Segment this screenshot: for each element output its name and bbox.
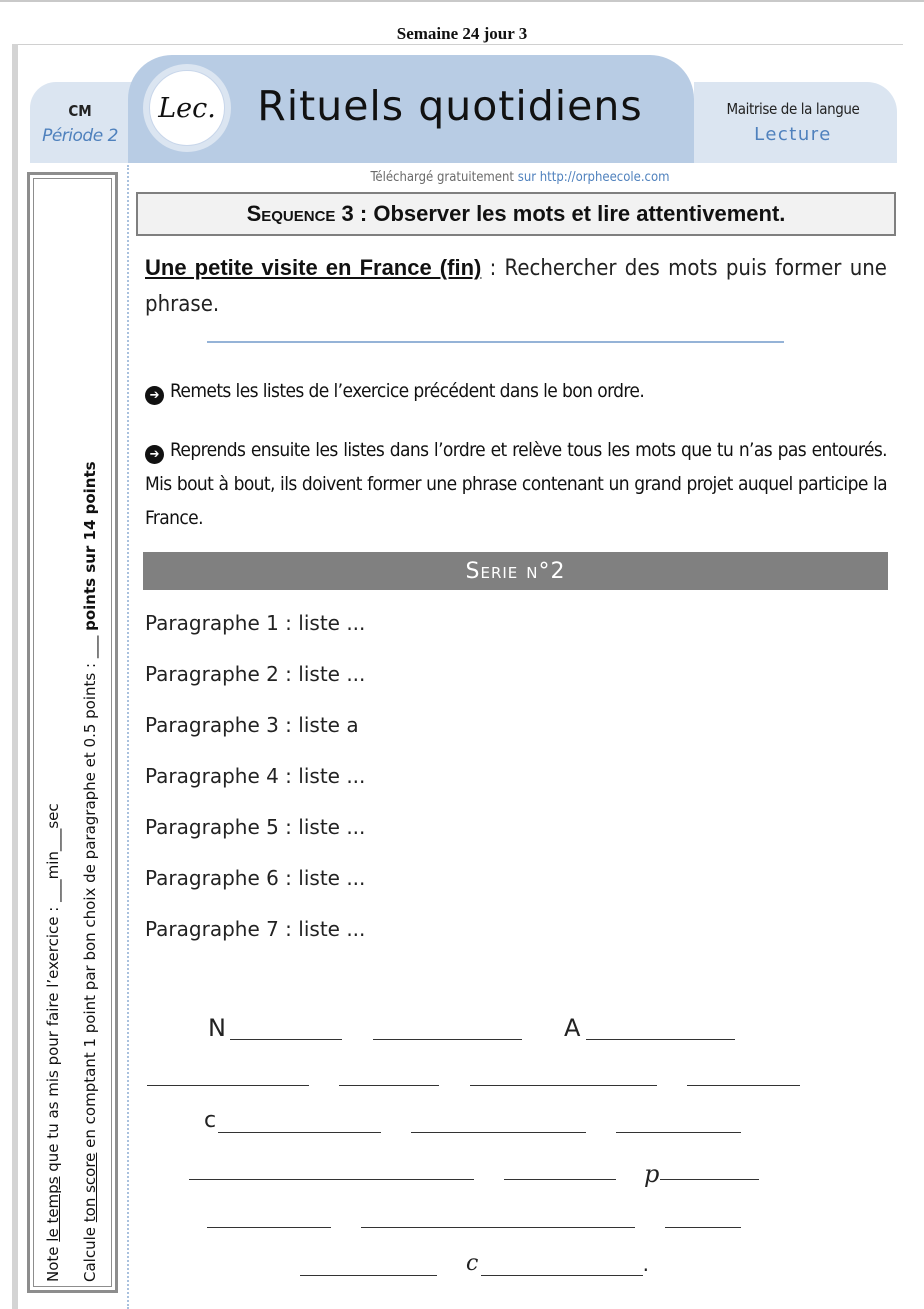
download-link[interactable]: http://orpheecole.com — [539, 170, 670, 185]
answer-blank[interactable] — [470, 1059, 657, 1086]
score-underlined: ton score — [81, 1152, 99, 1223]
sequence-separator: : — [353, 201, 374, 226]
answer-blank[interactable] — [644, 1153, 759, 1188]
answer-blank[interactable] — [204, 1106, 381, 1133]
final-period: . — [642, 1252, 649, 1276]
answer-blank[interactable] — [147, 1059, 309, 1086]
download-prefix: Téléchargé gratuitement — [370, 170, 514, 185]
answer-blank[interactable] — [411, 1106, 586, 1133]
logo-text: Lec. — [158, 92, 216, 124]
week-day-heading: Semaine 24 jour 3 — [396, 24, 528, 43]
answer-blank[interactable] — [373, 1013, 522, 1040]
hint-letter: c — [204, 1108, 217, 1133]
answer-blank[interactable] — [466, 1249, 649, 1276]
intro-text: : Rechercher des mots puis former une phrase. — [145, 256, 887, 317]
answer-blank[interactable] — [504, 1153, 616, 1180]
answer-blank[interactable] — [207, 1201, 331, 1228]
blank-row — [0, 1056, 924, 1086]
answer-blank[interactable] — [189, 1153, 474, 1180]
paragraph-item[interactable]: Paragraphe 2 : liste ... — [145, 662, 366, 686]
paragraph-item[interactable]: Paragraphe 4 : liste ... — [145, 764, 366, 788]
answer-blank[interactable] — [300, 1249, 437, 1276]
answer-blank[interactable] — [361, 1201, 635, 1228]
answer-blank[interactable] — [564, 1013, 735, 1042]
hint-letter: A — [564, 1014, 581, 1042]
hint-letter: c — [466, 1251, 479, 1276]
arrow-right-circle-icon: ➔ — [145, 445, 164, 464]
paragraph-item[interactable]: Paragraphe 7 : liste ... — [145, 917, 366, 941]
score-text: en comptant 1 point par bon choix de paragraphe et 0.5 points : ___ — [81, 630, 99, 1153]
level-label: CM — [68, 102, 92, 120]
hint-letter: p — [644, 1160, 660, 1188]
time-prefix: Note — [44, 1241, 62, 1282]
instruction-text: Remets les listes de l’exercice précédent dans le bon ordre. — [170, 380, 645, 402]
blank-row — [0, 1198, 924, 1228]
download-sur: sur — [517, 170, 537, 185]
answer-blank[interactable] — [665, 1201, 741, 1228]
arrow-right-circle-icon: ➔ — [145, 386, 164, 405]
paragraph-item[interactable]: Paragraphe 1 : liste ... — [145, 611, 366, 635]
page-title: Rituels quotidiens — [257, 82, 643, 130]
sequence-title: Observer les mots et lire attentivement. — [373, 201, 786, 226]
period-label: Période 2 — [42, 126, 118, 146]
blank-row — [0, 1010, 924, 1040]
hint-letter: N — [208, 1014, 226, 1042]
story-title: Une petite visite en France (fin) — [145, 255, 482, 280]
answer-blank[interactable] — [616, 1106, 741, 1133]
score-prefix: Calcule — [81, 1222, 99, 1282]
serie-title: Serie n°2 — [465, 558, 566, 584]
sequence-label: Sequence 3 — [246, 201, 354, 226]
paragraph-item[interactable]: Paragraphe 6 : liste ... — [145, 866, 366, 890]
instruction-text: Reprends ensuite les listes dans l’ordre et relève tous les mots que tu n’as pas entourés. Mis bout à bout, ils doivent former une phrase contenant un grand projet auquel participe la France. — [145, 439, 887, 529]
answer-blank[interactable] — [208, 1013, 342, 1042]
time-text: que tu as mis pour faire l’exercice : ___min___sec — [44, 803, 62, 1177]
subject-label: Maitrise de la langue — [726, 100, 860, 118]
answer-blank[interactable] — [687, 1059, 800, 1086]
paragraph-item[interactable]: Paragraphe 3 : liste a — [145, 713, 359, 737]
answer-blank[interactable] — [339, 1059, 439, 1086]
domain-label: Lecture — [754, 124, 832, 145]
blank-row — [0, 1103, 924, 1133]
paragraph-item[interactable]: Paragraphe 5 : liste ... — [145, 815, 366, 839]
time-underlined: le temps — [44, 1176, 62, 1242]
score-total: points sur 14 points — [81, 461, 99, 631]
blank-row — [0, 1246, 924, 1276]
